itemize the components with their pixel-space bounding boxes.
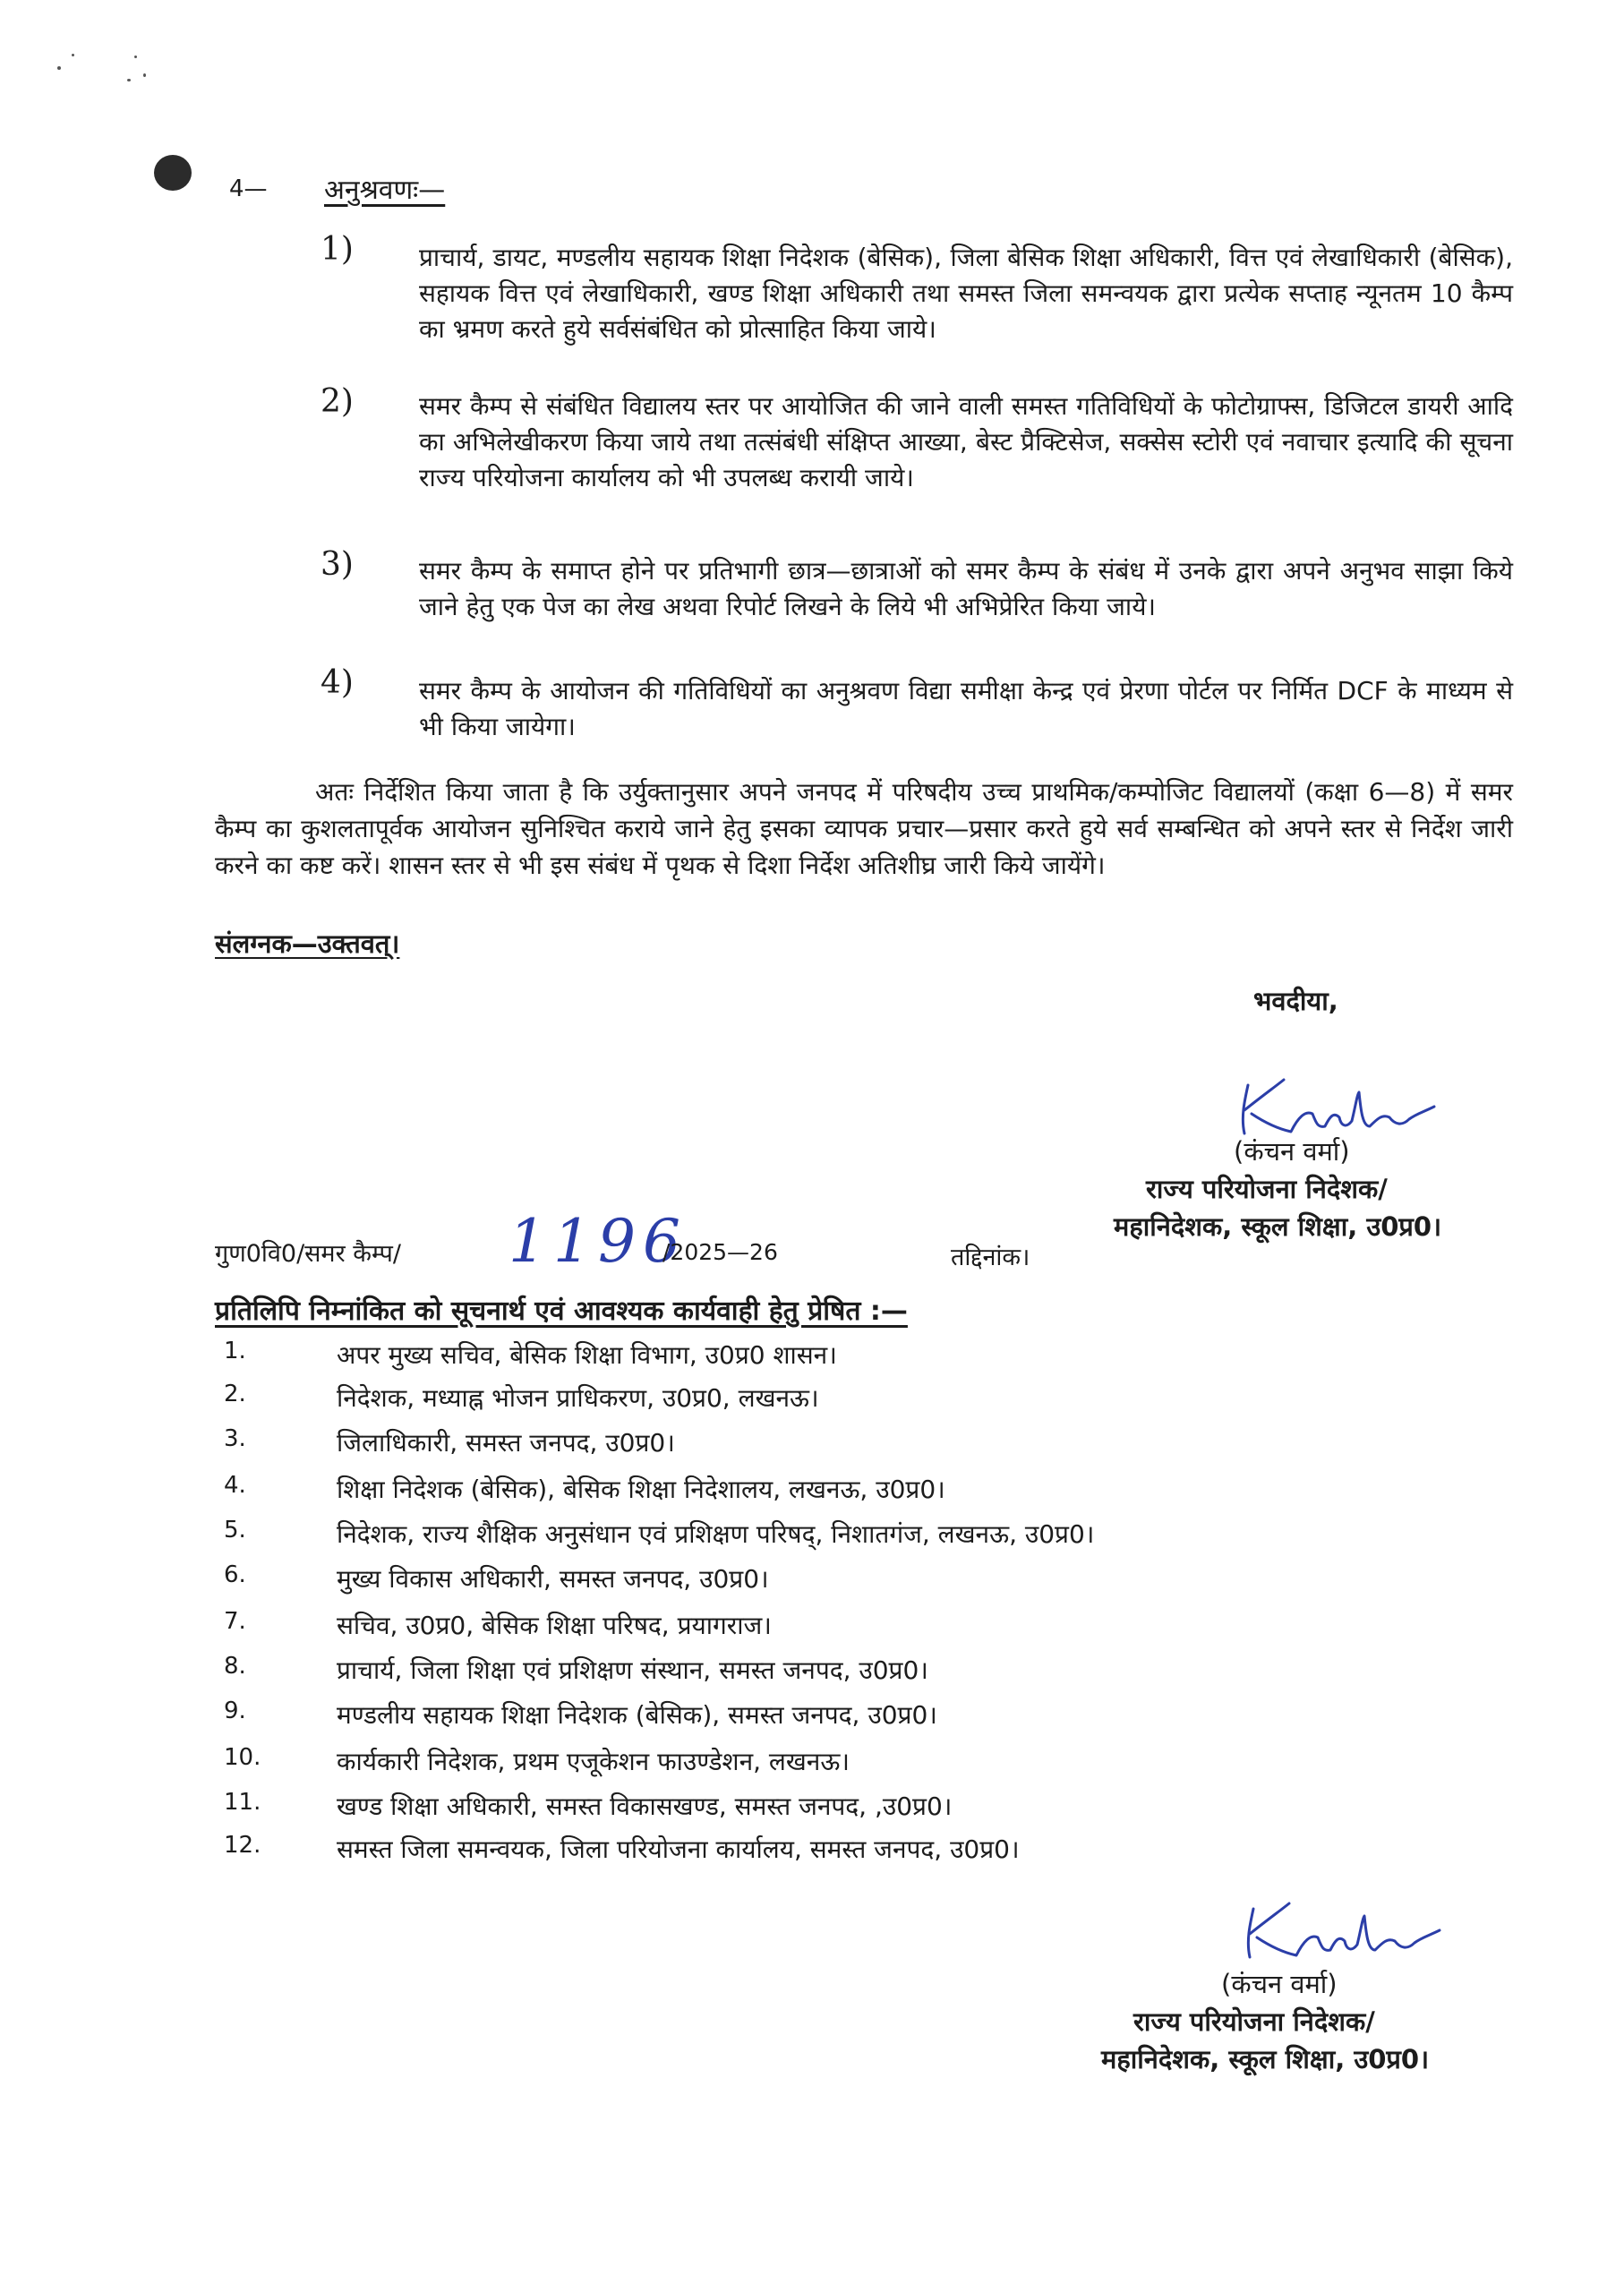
scan-speck [72,54,74,56]
item-number: 2. [224,1381,246,1407]
enclosure-note: संलग्नक—उक्तवत्। [215,928,400,959]
scan-speck [127,79,131,81]
item-text: समस्त जिला समन्वयक, जिला परियोजना कार्यालय, समस्त जनपद, उ0प्र0। [337,1834,1020,1864]
item-number: 7. [224,1608,246,1635]
reference-date: तद्दिनांक। [951,1244,1030,1271]
copy-heading: प्रतिलिपि निम्नांकित को सूचनार्थ एवं आवश्यक कार्यवाही हेतु प्रेषित :— [215,1296,908,1327]
item-text: निदेशक, मध्याह्न भोजन प्राधिकरण, उ0प्र0, लखनऊ। [337,1383,819,1413]
item-text: प्राचार्य, डायट, मण्डलीय सहायक शिक्षा निदेशक (बेसिक), जिला बेसिक शिक्षा अधिकारी, वित्त एवं लेखाधिकारी (बेसिक), सहायक वित्त एवं लेखाधिकारी, खण्ड शिक्षा अधिकारी तथा समस्त जिला समन्वयक द्वारा प्रत्येक सप्ताह न्यूनतम 10 कैम्प का भ्रमण करते हुये सर्वसंबंधित को प्रोत्साहित किया जाये। [419,243,1513,344]
item-text: समर कैम्प के आयोजन की गतिविधियों का अनुश्रवण विद्या समीक्षा केन्द्र एवं प्रेरणा पोर्टल पर निर्मित DCF के माध्यम से भी किया जायेगा। [419,676,1513,741]
item-number: 3. [224,1425,246,1452]
directive-paragraph: अतः निर्देशित किया जाता है कि उर्युक्तानुसार अपने जनपद में परिषदीय उच्च प्राथमिक/कम्पोजिट विद्यालयों (कक्षा 6—8) में समर कैम्प का कुशलतापूर्वक आयोजन सुनिश्चित कराये जाने हेतु इसका व्यापक प्रचार—प्रसार करते हुये सर्व सम्बन्धित को अपने स्तर से निर्देश जारी करने का कष्ट करें। शासन स्तर से भी इस संबंध में पृथक से दिशा निर्देश अतिशीघ्र जारी किये जायेंगे। [215,777,1513,880]
item-text: शिक्षा निदेशक (बेसिक), बेसिक शिक्षा निदेशालय, लखनऊ, उ0प्र0। [337,1475,945,1504]
item-number: 12. [224,1832,261,1859]
scan-speck [143,73,146,77]
item-text: प्राचार्य, जिला शिक्षा एवं प्रशिक्षण संस्थान, समस्त जनपद, उ0प्र0। [337,1655,928,1685]
scan-speck [57,66,61,70]
closing-salutation: भवदीया, [1253,986,1338,1016]
reference-number: 1196 [509,1207,688,1276]
item-number: 8. [224,1653,246,1680]
signatory-designation: महानिदेशक, स्कूल शिक्षा, उ0प्र0। [1114,1211,1442,1242]
item-number: 3) [321,546,354,583]
item-text: कार्यकारी निदेशक, प्रथम एजूकेशन फाउण्डेशन, लखनऊ। [337,1747,850,1776]
signatory-designation: राज्य परियोजना निदेशक/ [1146,1174,1388,1204]
item-text: समर कैम्प के समाप्त होने पर प्रतिभागी छात्र—छात्राओं को समर कैम्प के संबंध में उनके द्वारा अपने अनुभव साझा किये जाने हेतु एक पेज का लेख अथवा रिपोर्ट लिखने के लिये भी अभिप्रेरित किया जाये। [419,556,1513,621]
item-number: 6. [224,1561,246,1588]
handwritten-signature [1241,1898,1456,1970]
signatory-name: (कंचन वर्मा) [1234,1136,1350,1167]
item-number: 1) [321,231,354,268]
item-number: 4. [224,1472,246,1499]
item-text: मुख्य विकास अधिकारी, समस्त जनपद, उ0प्र0। [337,1564,769,1594]
signatory-name: (कंचन वर्मा) [1221,1969,1338,1999]
reference-year: /2025—26 [662,1239,778,1265]
item-text: निदेशक, राज्य शैक्षिक अनुसंधान एवं प्रशिक्षण परिषद्, निशातगंज, लखनऊ, उ0प्र0। [337,1519,1095,1549]
scan-speck [134,56,137,58]
item-number: 9. [224,1698,246,1724]
item-number: 2) [321,383,354,420]
item-text: अपर मुख्य सचिव, बेसिक शिक्षा विभाग, उ0प्र0 शासन। [337,1340,837,1370]
item-number: 11. [224,1789,261,1816]
section-title: अनुश्रवणः— [324,175,446,206]
item-number: 1. [224,1338,246,1364]
signatory-designation: राज्य परियोजना निदेशक/ [1133,2006,1375,2037]
item-number: 10. [224,1744,261,1771]
item-number: 4) [321,664,354,701]
item-text: जिलाधिकारी, समस्त जनपद, उ0प्र0। [337,1428,675,1458]
item-text: सचिव, उ0प्र0, बेसिक शिक्षा परिषद, प्रयागराज। [337,1611,772,1640]
item-text: समर कैम्प से संबंधित विद्यालय स्तर पर आयोजित की जाने वाली समस्त गतिविधियों के फोटोग्राफ्स, डिजिटल डायरी आदि का अभिलेखीकरण किया जाये तथा तत्संबंधी संक्षिप्त आख्या, बेस्ट प्रैक्टिसेज, सक्सेस स्टोरी एवं नवाचार इत्यादि की सूचना राज्य परियोजना कार्यालय को भी उपलब्ध करायी जाये। [419,391,1513,492]
reference-prefix: गुण0वि0/समर कैम्प/ [215,1240,401,1268]
punch-hole-mark [154,155,192,191]
signatory-designation: महानिदेशक, स्कूल शिक्षा, उ0प्र0। [1101,2044,1430,2074]
item-number: 5. [224,1517,246,1544]
section-number: 4— [229,175,268,202]
item-text: खण्ड शिक्षा अधिकारी, समस्त विकासखण्ड, समस्त जनपद, ,उ0प्र0। [337,1792,953,1821]
item-text: मण्डलीय सहायक शिक्षा निदेशक (बेसिक), समस्त जनपद, उ0प्र0। [337,1700,937,1730]
